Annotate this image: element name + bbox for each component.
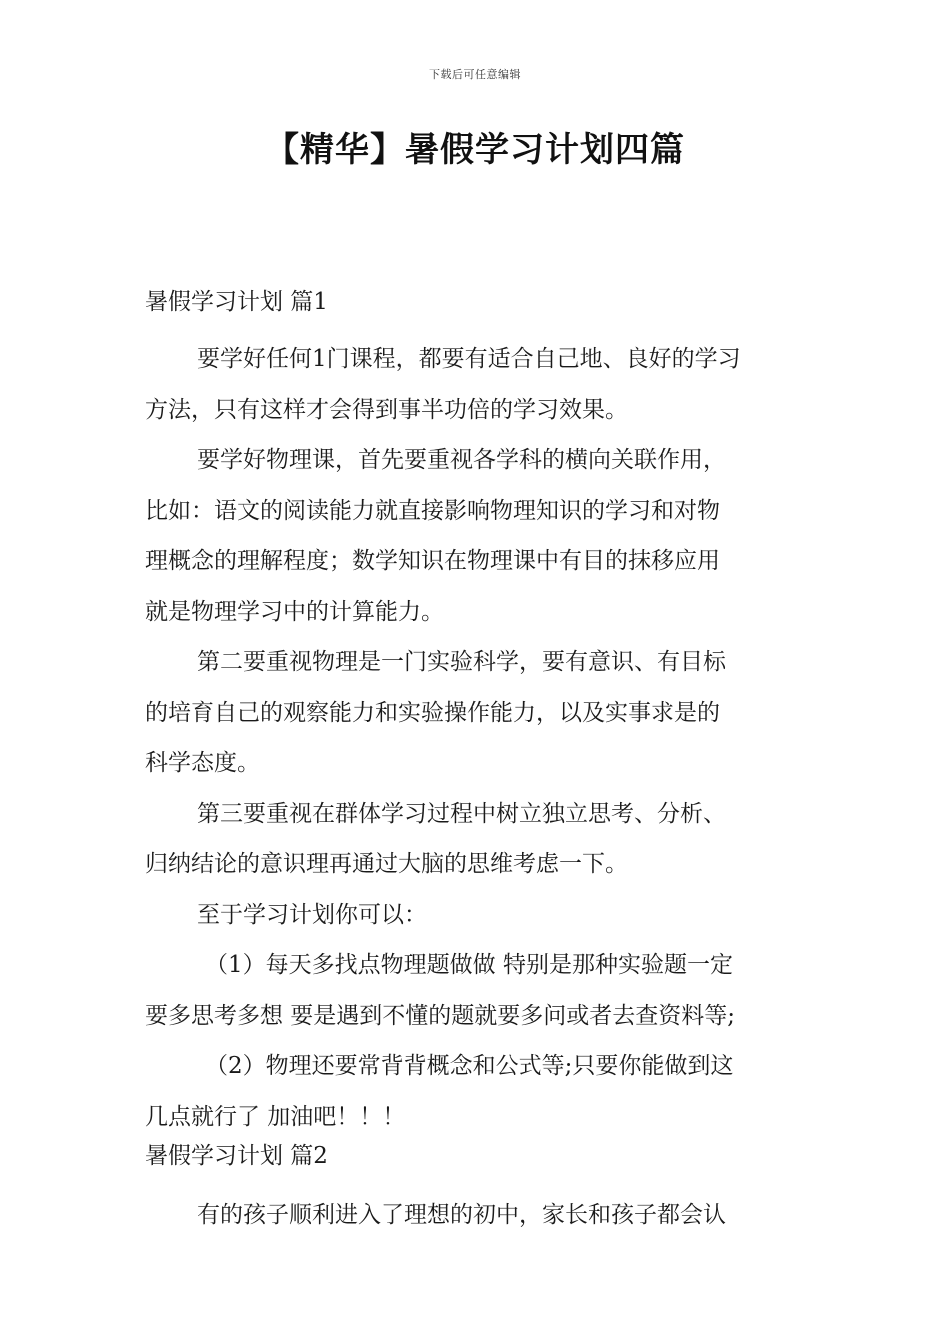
- text-line: 至于学习计划你可以：: [197, 901, 427, 928]
- paragraph: [145, 789, 810, 890]
- text-line: 方法，只有这样才会得到事半功倍的学习效果。: [145, 396, 628, 423]
- text-line: （2）物理还要常背背概念和公式等;只要你能做到这: [205, 1053, 734, 1079]
- paragraph: [145, 334, 810, 435]
- text-line: 要学好任何1门课程，都要有适合自己地、良好的学习: [197, 346, 741, 372]
- text-line: 几点就行了 加油吧！！！: [145, 1103, 406, 1130]
- paragraph: [145, 435, 810, 637]
- header-note: 下载后可任意编辑: [429, 68, 521, 81]
- section-heading-1: 暑假学习计划 篇1: [145, 289, 328, 315]
- list-item: [145, 1041, 810, 1142]
- text-line: 的培育自己的观察能力和实验操作能力，以及实事求是的: [145, 699, 720, 726]
- text-line: 归纳结论的意识理再通过大脑的思维考虑一下。: [145, 851, 628, 877]
- paragraph: [145, 637, 810, 789]
- text-line: 就是物理学习中的计算能力。: [145, 598, 444, 625]
- text-line: （1）每天多找点物理题做做 特别是那种实验题一定: [205, 952, 733, 978]
- paragraph: [145, 890, 810, 941]
- text-line: 科学态度。: [145, 750, 260, 776]
- text-line: 有的孩子顺利进入了理想的初中，家长和孩子都会认: [197, 1202, 726, 1228]
- text-line: 比如：语文的阅读能力就直接影响物理知识的学习和对物: [145, 497, 720, 524]
- document-title: 【精华】暑假学习计划四篇: [265, 130, 685, 170]
- text-line: 第二要重视物理是一门实验科学，要有意识、有目标: [197, 649, 726, 675]
- list-item: [145, 940, 810, 1041]
- text-line: 第三要重视在群体学习过程中树立独立思考、分析、: [197, 800, 726, 827]
- document-body: [145, 284, 810, 1241]
- paragraph: [145, 1190, 810, 1241]
- section-heading-2: 暑假学习计划 篇2: [145, 1143, 328, 1169]
- text-line: 理概念的理解程度；数学知识在物理课中有目的抹移应用: [145, 548, 720, 574]
- text-line: 要多思考多想 要是遇到不懂的题就要多问或者去查资料等;: [145, 1002, 736, 1029]
- text-line: 要学好物理课，首先要重视各学科的横向关联作用，: [197, 447, 726, 473]
